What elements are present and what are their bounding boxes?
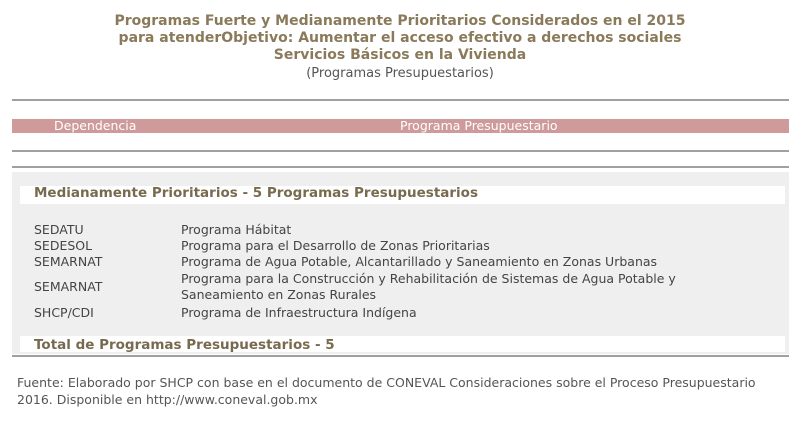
rule-2 (12, 150, 789, 152)
total-label: Total de Programas Presupuestarios - 5 (34, 337, 335, 353)
row-5-dependencia: SHCP/CDI (34, 305, 94, 320)
row-3-dependencia: SEMARNAT (34, 254, 103, 269)
row-4-programa: Programa para la Construcción y Rehabilitación de Sistemas de Agua Potable y Saneamiento en Zonas Rurales (181, 271, 676, 302)
title-line-2: para atenderObjetivo: Aumentar el acceso efectivo a derechos sociales (118, 30, 682, 46)
section-title: Medianamente Prioritarios - 5 Programas Presupuestarios (34, 185, 478, 201)
row-5-programa: Programa de Infraestructura Indígena (181, 305, 417, 320)
row-2-programa: Programa para el Desarrollo de Zonas Prioritarias (181, 238, 490, 253)
row-1-programa: Programa Hábitat (181, 222, 292, 237)
subtitle: (Programas Presupuestarios) (306, 66, 494, 81)
top-rule (12, 99, 789, 101)
row-3-programa: Programa de Agua Potable, Alcantarillado y Saneamiento en Zonas Urbanas (181, 254, 658, 269)
footer-source: Fuente: Elaborado por SHCP con base en el documento de CONEVAL Consideraciones sobre el Proceso Presupuestario 2016. Disponible en http://www.coneval.gob.mx (17, 375, 756, 407)
row-2-dependencia: SEDESOL (34, 238, 93, 253)
bottom-rule (12, 355, 789, 357)
table-header (12, 119, 789, 133)
header-programa: Programa Presupuestario (400, 118, 558, 133)
title-line-3: Servicios Básicos en la Vivienda (273, 47, 527, 63)
row-1-dependencia: SEDATU (34, 222, 84, 237)
title-line-1: Programas Fuerte y Medianamente Prioritarios Considerados en el 2015 (114, 13, 686, 29)
rule-3 (12, 166, 789, 168)
row-4-dependencia: SEMARNAT (34, 279, 103, 294)
header-dependencia: Dependencia (54, 118, 137, 133)
